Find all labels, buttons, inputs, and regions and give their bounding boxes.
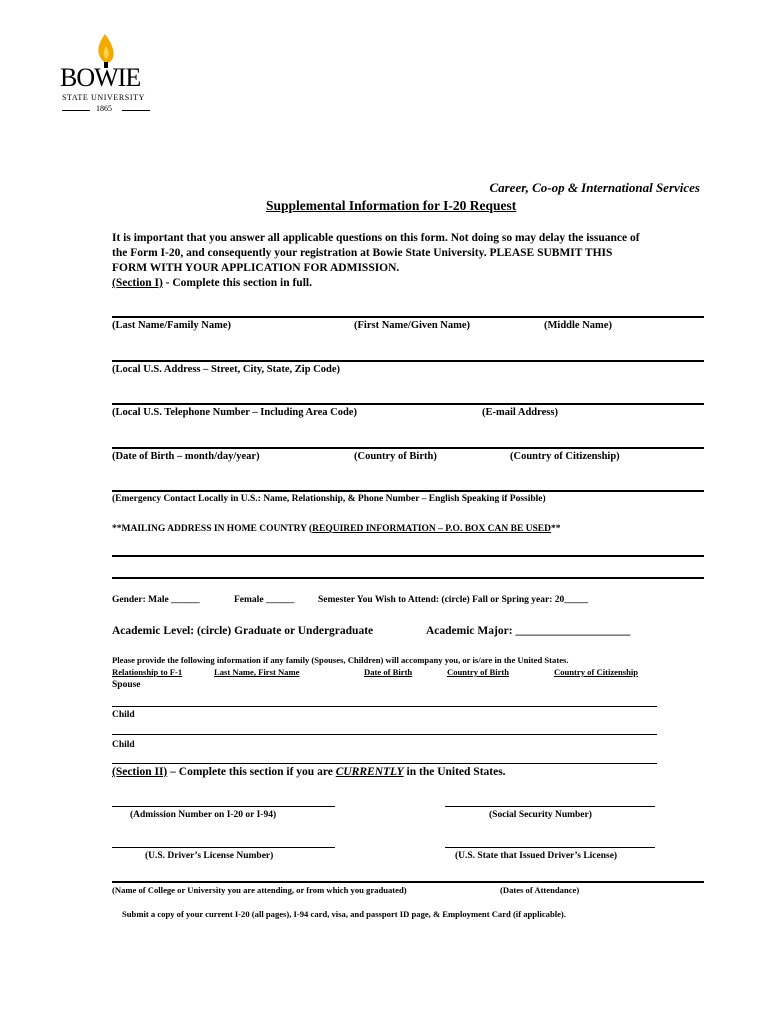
section2-text-before: – Complete this section if you are bbox=[167, 766, 336, 778]
section2-label: (Section II) bbox=[112, 766, 168, 778]
logo-year: 1865 bbox=[96, 104, 112, 113]
phone-line[interactable] bbox=[112, 403, 704, 405]
middle-name-label: (Middle Name) bbox=[544, 320, 612, 331]
local-address-label: (Local U.S. Address – Street, City, State, Zip Code) bbox=[112, 364, 340, 375]
college-line[interactable] bbox=[112, 881, 704, 883]
mailing-line-1[interactable] bbox=[112, 555, 704, 557]
emergency-line[interactable] bbox=[112, 490, 704, 492]
department-name: Career, Co-op & International Services bbox=[489, 180, 700, 195]
intro-line-3: FORM WITH YOUR APPLICATION FOR ADMISSION. bbox=[112, 262, 400, 274]
name-line[interactable] bbox=[112, 316, 704, 318]
logo-divider-left bbox=[62, 110, 90, 111]
drivers-license-line[interactable] bbox=[112, 847, 335, 848]
section1-text: - Complete this section in full. bbox=[162, 277, 312, 289]
section1-label: (Section I) bbox=[112, 277, 163, 289]
family-line-spouse[interactable] bbox=[112, 706, 657, 707]
last-name-label: (Last Name/Family Name) bbox=[112, 320, 231, 331]
family-header-relationship: Relationship to F-1 bbox=[112, 667, 183, 677]
dates-attendance-label: (Dates of Attendance) bbox=[500, 885, 580, 895]
logo-divider-right bbox=[122, 110, 150, 111]
first-name-label: (First Name/Given Name) bbox=[354, 320, 471, 331]
family-header-name: Last Name, First Name bbox=[214, 667, 300, 677]
section2-text-after: in the United States. bbox=[403, 766, 506, 778]
family-line-child-2[interactable] bbox=[112, 763, 657, 764]
ssn-line[interactable] bbox=[445, 806, 655, 807]
dob-line[interactable] bbox=[112, 447, 704, 449]
mailing-required-note: REQUIRED INFORMATION – P.O. BOX CAN BE USED bbox=[312, 524, 552, 534]
address-line[interactable] bbox=[112, 360, 704, 362]
university-logo bbox=[58, 32, 158, 116]
mailing-prefix: **MAILING ADDRESS IN HOME COUNTRY ( bbox=[112, 524, 313, 534]
dob-label: (Date of Birth – month/day/year) bbox=[112, 451, 260, 462]
submit-note: Submit a copy of your current I-20 (all pages), I-94 card, visa, and passport ID page, & Employment Card (if applicable). bbox=[122, 909, 566, 919]
family-header-dob: Date of Birth bbox=[364, 667, 413, 677]
country-citizenship-label: (Country of Citizenship) bbox=[510, 451, 620, 462]
family-header-country-birth: Country of Birth bbox=[447, 667, 510, 677]
section2-instruction bbox=[112, 766, 506, 778]
intro-line-1: It is important that you answer all applicable questions on this form. Not doing so may delay the issuance of bbox=[112, 232, 640, 244]
gender-male-field[interactable]: Gender: Male ______ bbox=[112, 595, 200, 605]
family-row-child-1: Child bbox=[112, 710, 135, 720]
family-row-spouse: Spouse bbox=[112, 680, 141, 690]
logo-subtitle: STATE UNIVERSITY bbox=[62, 93, 145, 102]
academic-level-field[interactable]: Academic Level: (circle) Graduate or Undergraduate bbox=[112, 625, 374, 637]
mailing-address-label bbox=[112, 524, 561, 534]
emergency-contact-label: (Emergency Contact Locally in U.S.: Name, Relationship, & Phone Number – English Speaking if Possible) bbox=[112, 494, 546, 504]
mailing-line-2[interactable] bbox=[112, 577, 704, 579]
family-line-child-1[interactable] bbox=[112, 734, 657, 735]
admission-number-line[interactable] bbox=[112, 806, 335, 807]
intro-line-2: the Form I-20, and consequently your registration at Bowie State University. PLEASE SUBMIT THIS bbox=[112, 247, 613, 259]
college-label: (Name of College or University you are attending, or from which you graduated) bbox=[112, 885, 407, 895]
ssn-label: (Social Security Number) bbox=[489, 810, 592, 820]
section2-emphasis: CURRENTLY bbox=[335, 766, 404, 778]
drivers-license-label: (U.S. Driver’s License Number) bbox=[145, 851, 274, 861]
logo-wordmark: BOWIE bbox=[60, 63, 141, 92]
email-label: (E-mail Address) bbox=[482, 407, 558, 418]
gender-female-field[interactable]: Female ______ bbox=[234, 595, 295, 605]
section1-instruction bbox=[112, 277, 312, 289]
academic-major-field[interactable]: Academic Major: ____________________ bbox=[426, 625, 631, 637]
license-state-line[interactable] bbox=[445, 847, 655, 848]
semester-field[interactable]: Semester You Wish to Attend: (circle) Fall or Spring year: 20_____ bbox=[318, 595, 589, 605]
mailing-suffix: ** bbox=[551, 524, 561, 534]
family-row-child-2: Child bbox=[112, 740, 135, 750]
page-title: Supplemental Information for I-20 Request bbox=[266, 198, 517, 213]
license-state-label: (U.S. State that Issued Driver’s License) bbox=[455, 851, 618, 861]
family-instruction: Please provide the following information if any family (Spouses, Children) will accompany you, or is/are in the United States. bbox=[112, 655, 569, 665]
family-header-country-citizenship: Country of Citizenship bbox=[554, 667, 639, 677]
country-birth-label: (Country of Birth) bbox=[354, 451, 437, 462]
admission-number-label: (Admission Number on I-20 or I-94) bbox=[130, 810, 277, 820]
local-phone-label: (Local U.S. Telephone Number – Including Area Code) bbox=[112, 407, 357, 418]
